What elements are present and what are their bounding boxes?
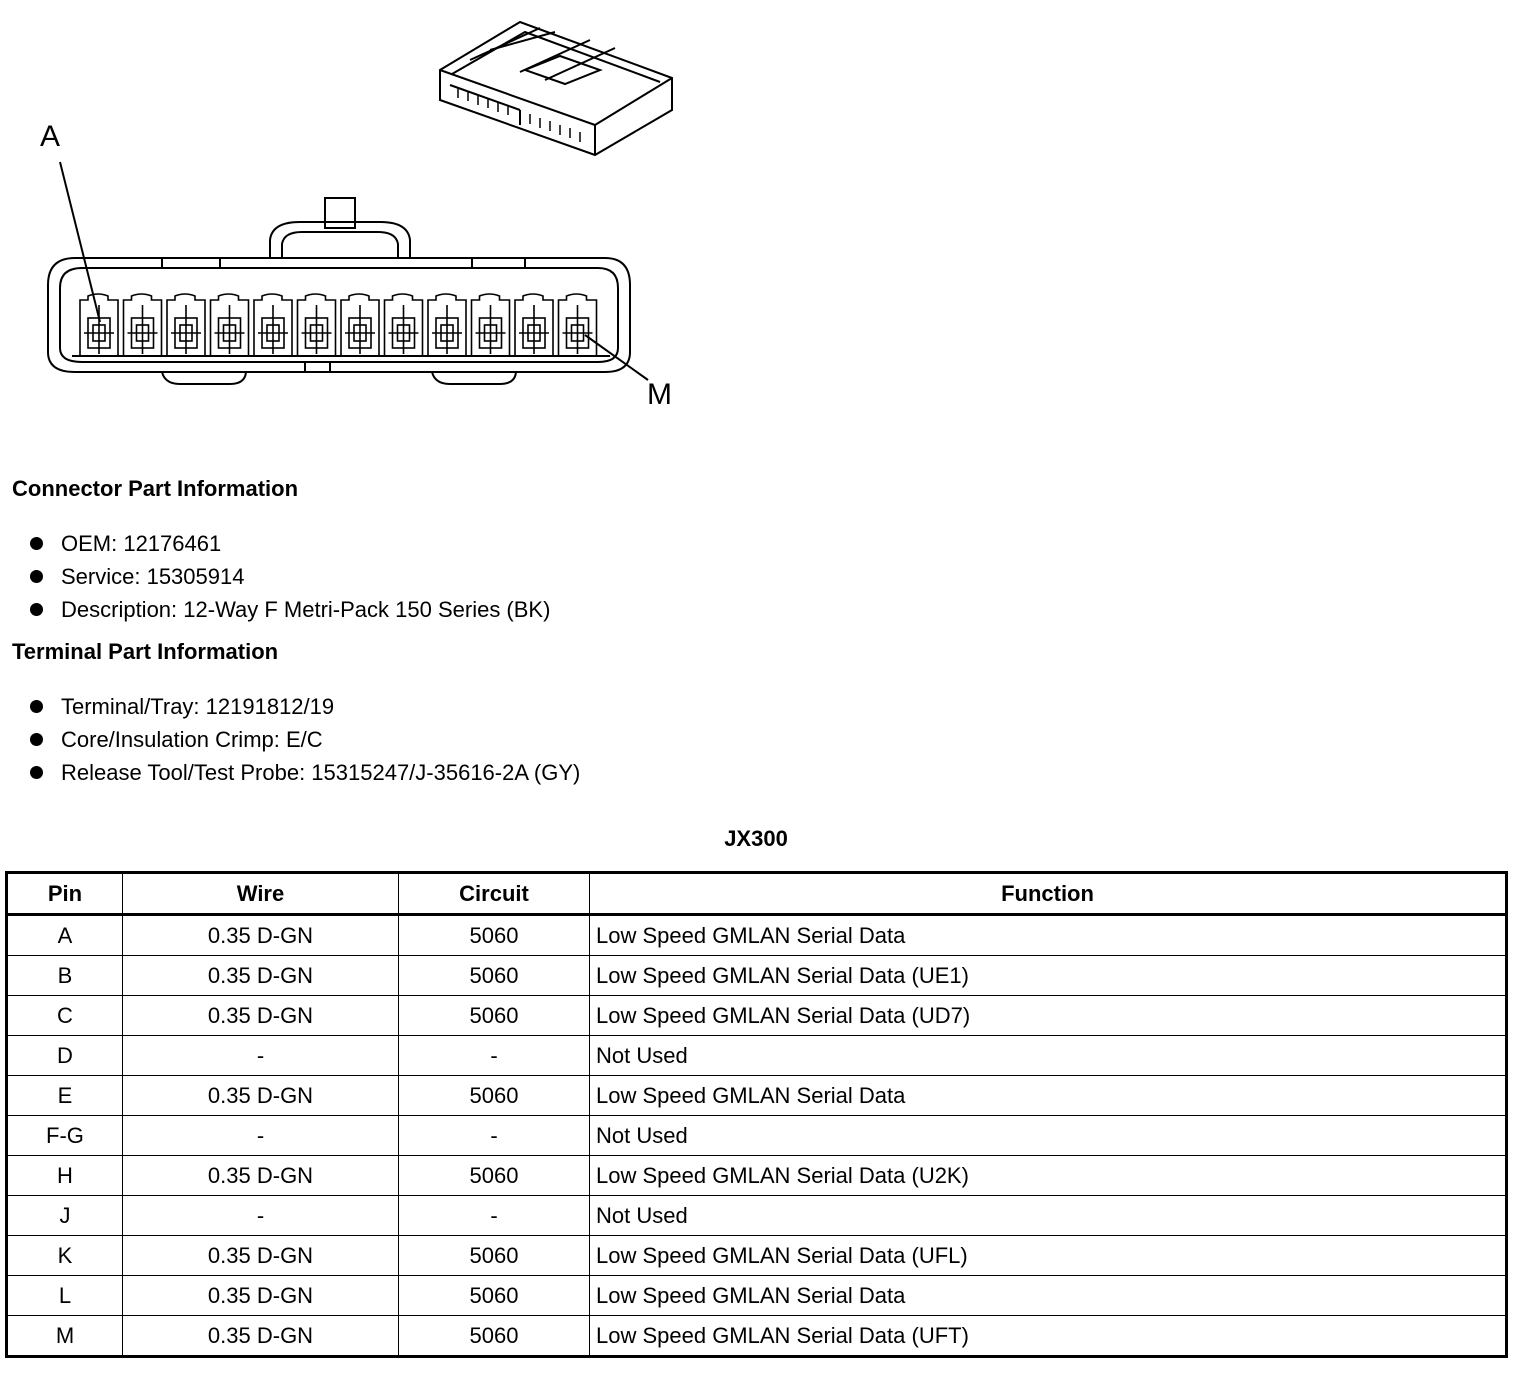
bullet-icon (30, 537, 43, 550)
pin-a-label: A (40, 120, 61, 153)
circuit-cell: 5060 (399, 1076, 590, 1116)
pin-cavity (80, 294, 118, 356)
pin-cavity (515, 294, 553, 356)
pin-cavity (341, 294, 379, 356)
function-cell: Low Speed GMLAN Serial Data (UFL) (590, 1236, 1507, 1276)
pin-cavity (385, 294, 423, 356)
circuit-cell: - (399, 1196, 590, 1236)
connector-part-info-title: Connector Part Information (12, 476, 299, 501)
pin-cavity (124, 294, 162, 356)
circuit-cell: 5060 (399, 915, 590, 956)
wire-cell: 0.35 D-GN (123, 996, 399, 1036)
bullet-icon (30, 733, 43, 746)
circuit-cell: 5060 (399, 956, 590, 996)
pin-header: Pin (7, 873, 123, 915)
function-cell: Low Speed GMLAN Serial Data (590, 1276, 1507, 1316)
list-item: Release Tool/Test Probe: 15315247/J-35616-2A (GY) (30, 756, 580, 789)
function-header: Function (590, 873, 1507, 915)
connector-face-view (48, 198, 630, 384)
function-cell: Low Speed GMLAN Serial Data (UFT) (590, 1316, 1507, 1357)
table-row (7, 996, 1507, 1036)
pinout-table (5, 871, 1508, 1358)
table-row (7, 1036, 1507, 1076)
circuit-cell: 5060 (399, 1276, 590, 1316)
circuit-cell: 5060 (399, 1156, 590, 1196)
list-item: Description: 12-Way F Metri-Pack 150 Series (BK) (30, 593, 550, 626)
table-row (7, 1236, 1507, 1276)
table-row (7, 1316, 1507, 1357)
circuit-cell: 5060 (399, 1236, 590, 1276)
table-row (7, 1156, 1507, 1196)
wire-cell: 0.35 D-GN (123, 1276, 399, 1316)
circuit-cell: - (399, 1036, 590, 1076)
circuit-cell: 5060 (399, 1316, 590, 1357)
connector-part-info-list (30, 527, 550, 626)
circuit-cell: 5060 (399, 996, 590, 1036)
pin-cavity (428, 294, 466, 356)
pin-cell: K (7, 1236, 123, 1276)
pin-cell: F-G (7, 1116, 123, 1156)
pin-cavity (298, 294, 336, 356)
table-row (7, 1276, 1507, 1316)
pin-a-leader-line (60, 162, 100, 322)
table-title: JX300 (724, 826, 788, 851)
wire-cell: 0.35 D-GN (123, 1236, 399, 1276)
function-cell: Not Used (590, 1116, 1507, 1156)
function-cell: Low Speed GMLAN Serial Data (UD7) (590, 996, 1507, 1036)
function-cell: Not Used (590, 1196, 1507, 1236)
pin-cavity (211, 294, 249, 356)
pinout-table-body (7, 915, 1507, 1357)
list-item: Service: 15305914 (30, 560, 550, 593)
function-cell: Low Speed GMLAN Serial Data (590, 915, 1507, 956)
bullet-icon (30, 570, 43, 583)
function-cell: Not Used (590, 1036, 1507, 1076)
wire-cell: 0.35 D-GN (123, 956, 399, 996)
table-row (7, 1116, 1507, 1156)
list-item: OEM: 12176461 (30, 527, 550, 560)
function-cell: Low Speed GMLAN Serial Data (UE1) (590, 956, 1507, 996)
pin-cell: A (7, 915, 123, 956)
table-row (7, 1196, 1507, 1236)
function-cell: Low Speed GMLAN Serial Data (U2K) (590, 1156, 1507, 1196)
list-item: Core/Insulation Crimp: E/C (30, 723, 580, 756)
bullet-icon (30, 603, 43, 616)
pin-cell: J (7, 1196, 123, 1236)
wire-cell: - (123, 1036, 399, 1076)
bullet-icon (30, 700, 43, 713)
pin-cell: H (7, 1156, 123, 1196)
pin-m-leader-line (585, 335, 648, 380)
pin-cavity (472, 294, 510, 356)
terminal-part-info-list (30, 690, 580, 789)
pin-cell: E (7, 1076, 123, 1116)
pin-cell: L (7, 1276, 123, 1316)
table-row (7, 956, 1507, 996)
table-header-row (7, 873, 1507, 915)
pin-cell: M (7, 1316, 123, 1357)
connector-isometric-icon (440, 22, 672, 155)
pin-cell: C (7, 996, 123, 1036)
wire-cell: 0.35 D-GN (123, 1076, 399, 1116)
circuit-header: Circuit (399, 873, 590, 915)
wire-cell: 0.35 D-GN (123, 915, 399, 956)
pin-m-label: M (647, 378, 672, 411)
terminal-part-info-title: Terminal Part Information (12, 639, 279, 664)
connector-diagram (0, 0, 700, 440)
wire-cell: 0.35 D-GN (123, 1156, 399, 1196)
pin-cell: B (7, 956, 123, 996)
bullet-icon (30, 766, 43, 779)
wire-cell: - (123, 1116, 399, 1156)
pin-cavity (167, 294, 205, 356)
wire-header: Wire (123, 873, 399, 915)
wire-cell: - (123, 1196, 399, 1236)
wire-cell: 0.35 D-GN (123, 1316, 399, 1357)
pin-cell: D (7, 1036, 123, 1076)
pin-cavity (254, 294, 292, 356)
function-cell: Low Speed GMLAN Serial Data (590, 1076, 1507, 1116)
table-row (7, 915, 1507, 956)
pin-cavity (559, 294, 597, 356)
list-item: Terminal/Tray: 12191812/19 (30, 690, 580, 723)
circuit-cell: - (399, 1116, 590, 1156)
table-row (7, 1076, 1507, 1116)
